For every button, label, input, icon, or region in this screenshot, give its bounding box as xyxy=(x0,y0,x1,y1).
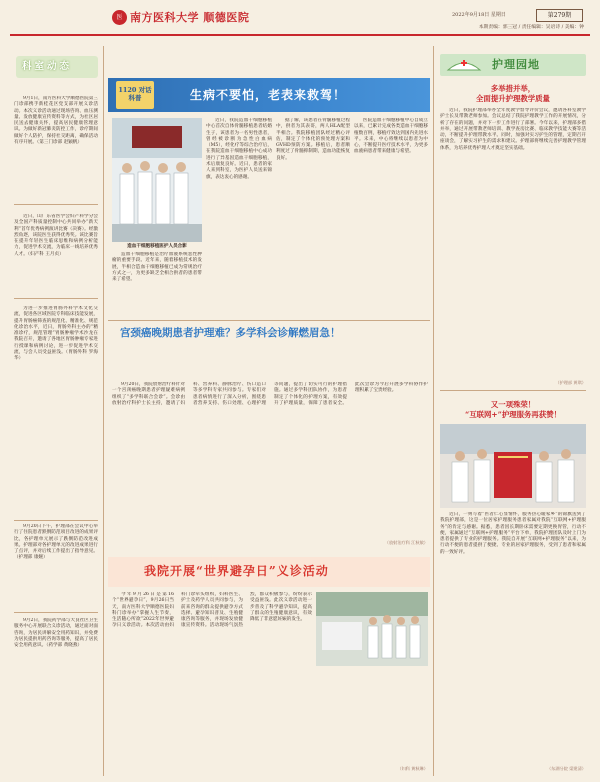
left-section-title: 科室动态 xyxy=(22,61,73,72)
news-item: 9月1日，南方医科大学顺德医院第三门诊部携手新桂花区党支部开展义诊活动。本次义诊活动通过现场咨询、血压测量、发放健康宣传资料等方式，为社区居民送去健康关怀，提高居民健康管理意识。为做好新冠肺炎防控工作，诊疗期间做好个人防护，保持社交距离，确保活动有序开展。（第三门诊部 赵颖帆） xyxy=(14,96,98,146)
right-section-title: 护理园地 xyxy=(492,58,540,71)
feature-paragraph: 造血干细胞移植是治疗血液系统恶性肿瘤的重要手段。近年来，随着移植技术的发展，半相合造血干细胞移植已成为常规治疗方式之一，为更多缺乏全相合供者的患者带来了希望。 xyxy=(112,252,202,283)
left-section-header xyxy=(16,56,98,78)
feature-paragraph: 医院造血干细胞移植中心自成立以来，已累计完成各类造血干细胞移植数百例，移植疗效达到国内先进水平。未来，中心将继续以患者为中心，不断提升医疗技术水平，为更多血液病患者带来健康与希望。 xyxy=(354,118,428,155)
article2-headline-line2: “互联网+”护理服务再获赞！ xyxy=(465,409,561,419)
consultation-illustration xyxy=(112,346,428,382)
issue-date: 2022年9月18日 星期日 xyxy=(452,12,506,18)
news-item: 9月20日下午，护理部在会议中心举行了住院患者跌倒防范项目改进的成果评比，各护理单元展示了跌倒防范改进成果。护理部对各护理单元的改进成果进行了点评，并对后续工作提出了指导意见。（护理部 康婉） xyxy=(14,524,98,561)
event-signature: （妇科 黄秋琳） xyxy=(397,766,428,771)
news-divider xyxy=(14,520,98,521)
article1-headline-line1: 多举措并举， xyxy=(490,84,536,93)
article1-headline xyxy=(440,84,586,103)
right-divider xyxy=(440,390,586,391)
news-divider xyxy=(14,298,98,299)
feature-paragraph: 近日，我院造血干细胞移植中心首次自体骨髓移植患者结婚生子，该患者为一名男性患者，曾经被诊断为急性白血病（M5），经化疗等综合治疗后，在我院造血干细胞移植中心成功进行了异基因造血干细胞移植，术后康复良好。近日，患者的家人来到科室，为医护人员送来锦旗，表达衷心的感谢。 xyxy=(206,118,272,180)
article1-headline-line2: 全面提升护理教学质量 xyxy=(476,93,550,103)
event-photo xyxy=(316,592,428,666)
photo-caption: 造血干细胞移植医护人员合影 xyxy=(127,244,187,249)
consultation-photo xyxy=(112,346,428,382)
event-body: 今年9月26日是第16个“世界避孕日”，9月26日当天，南方医科大学顺德医院妇科门诊举办“掌握人生节奏，生活随心所欲”2022年世界避孕日义诊活动。本次活动由妇科门诊牵头组织，妇科医生、护士及药学人员共同参与，为前来咨询的群众提供避孕方式选择、避孕知识普及、生殖健康咨询等服务，并现场发放健康宣传资料。活动现场气氛热烈，群众积极参与，纷纷表示受益匪浅。此次义诊活动进一步普及了科学避孕知识，提高了群众的生殖健康意识，有效降低了非意愿妊娠的发生。 xyxy=(112,592,312,629)
issue-number: 第279期 xyxy=(536,9,583,22)
right-section-header xyxy=(440,54,586,76)
team-photo-illustration xyxy=(112,118,202,242)
award-photo-illustration xyxy=(440,424,586,508)
article2-body: 近日，一则写着“医者仁心显情怀，服务热心暖家乡”的锦旗送到了我院护理部，这是一位居家护理服务患者家属对我院“互联网+护理服务”的肯定与感谢。据悉，患者因长期卧床需要定期更换胃管，行动不便，家属通过“互联网+护理服务”平台下单，我院护理团队及时上门为患者提供了专业的护理服务。我院自开展“互联网+护理服务”以来，为行动不便的患者提供了便捷、专业的居家护理服务，受到了患者和家属的一致好评。 xyxy=(440,512,586,555)
article2-signature: （东湖分院 梁建清） xyxy=(546,766,586,771)
staff-credits: 本期责编：郭三冠 / 责任编辑：吴语诗 / 美编：钟 xyxy=(478,25,584,30)
nursing-signature: （放射治疗科 江秋敏） xyxy=(384,540,428,545)
nursing-headline: 宫颈癌晚期患者护理难？多学科会诊解燃眉急！ xyxy=(120,327,341,339)
event-banner xyxy=(108,557,430,587)
article1-signature: （护理部 黄琪） xyxy=(555,380,586,385)
science-talk-logo: 1120 对话科普 xyxy=(116,81,154,109)
event-headline: 我院开展“世界避孕日”义诊活动 xyxy=(144,564,329,578)
left-column-divider xyxy=(103,46,104,776)
nurse-cap-icon xyxy=(446,56,482,74)
article2-headline xyxy=(440,400,586,419)
news-divider xyxy=(14,204,98,205)
feature-divider xyxy=(108,320,430,321)
feature-banner xyxy=(108,78,430,112)
feature-paragraph: 据了解，该患者在骨髓移植过程中，供者为其表哥，两人HLA配型半相合。我院移植团队经过精心评估，制定了个体化的预处理方案和GVHD预防方案。移植后，患者顺利度过了骨髓抑制期，造血功能恢复良好。 xyxy=(276,118,350,161)
award-photo xyxy=(440,424,586,508)
news-divider xyxy=(14,612,98,613)
right-column-divider xyxy=(433,46,434,776)
masthead-divider xyxy=(10,34,590,36)
hospital-logo-icon: 医 xyxy=(112,10,127,25)
medical-team-photo xyxy=(112,118,202,242)
hospital-brand-name: 南方医科大学 顺德医院 xyxy=(130,11,250,24)
news-item: 9月2日，我院药学部与大良社区卫生服务中心开展联合义诊活动，通过面对面咨询，为居民讲解安全用药知识，并免费为居民提供用药咨询等服务，提高了居民安全用药意识。（药学部 黄晓燕） xyxy=(14,618,98,649)
news-item: 近日，山广东省医学会妇产科学分会及全国产科质量控制中心共同举办“新天利”首年优秀病例演讲比赛（决赛）。经激烈角逐，该院医生获得优秀奖。该比赛旨在提升年轻医生临床思维和病例分析能力，促进学术交流，为临床一线培养优秀人才。（妇产科 王月贞） xyxy=(14,214,98,257)
nursing-body: 9月20日，我院放射治疗科针对一个宫颈癌晚期患者护理疑难病例组织了“多学科联合会诊”。会诊由放射治疗科护士长主持，邀请了妇科、营养科、静脉治疗、伤口造口等多学科专家共同参与。专家们对患者病情进行了深入分析，围绕患者营养支持、伤口处理、心理护理等问题，提出了切实可行的护理措施。通过多学科团队协作，为患者制定了个体化的护理方案，有效提升了护理质量，保障了患者安全。此次会诊为今后开展多学科协作护理积累了宝贵经验。 xyxy=(112,382,428,406)
feature-title: 生病不要怕，老表来救驾！ xyxy=(190,88,347,102)
news-item: 为进一步推进胃肠外科学术文化交流，促进各区域医院专科临床技能发展，提升胃肠癌筛查的规范化、精准化、规范化诊治水平，近日，胃肠外科主办的“精准诊疗，规范管理”胃肠肿瘤学术沙龙在我院召开，邀请了各地区胃肠肿瘤专家进行授课和病例讨论，进一步促进学术交流，与会人员受益匪浅。（胃肠外科 罗海华） xyxy=(14,306,98,362)
event-photo-illustration xyxy=(316,592,428,666)
article2-headline-line1: 又一项殊荣！ xyxy=(490,400,536,409)
article1-body: 近日，我院护理部举办全年度教学督导评价会议，邀请各科室教学护士长及带教老师参加。会议总结了我院护理教学工作的开展情况，分析了存在的问题，并对下一步工作进行了部署。今年以来，护理部多措并举，通过开展带教老师培训、教学查房比赛、临床教学技能大赛等活动，不断提升护理带教水平。同时，加强对实习护生的管理，定期召开座谈会，了解实习护生的需求和建议。护理部将继续完善护理教学管理体系，为培养优秀护理人才奠定坚实基础。 xyxy=(440,108,586,151)
